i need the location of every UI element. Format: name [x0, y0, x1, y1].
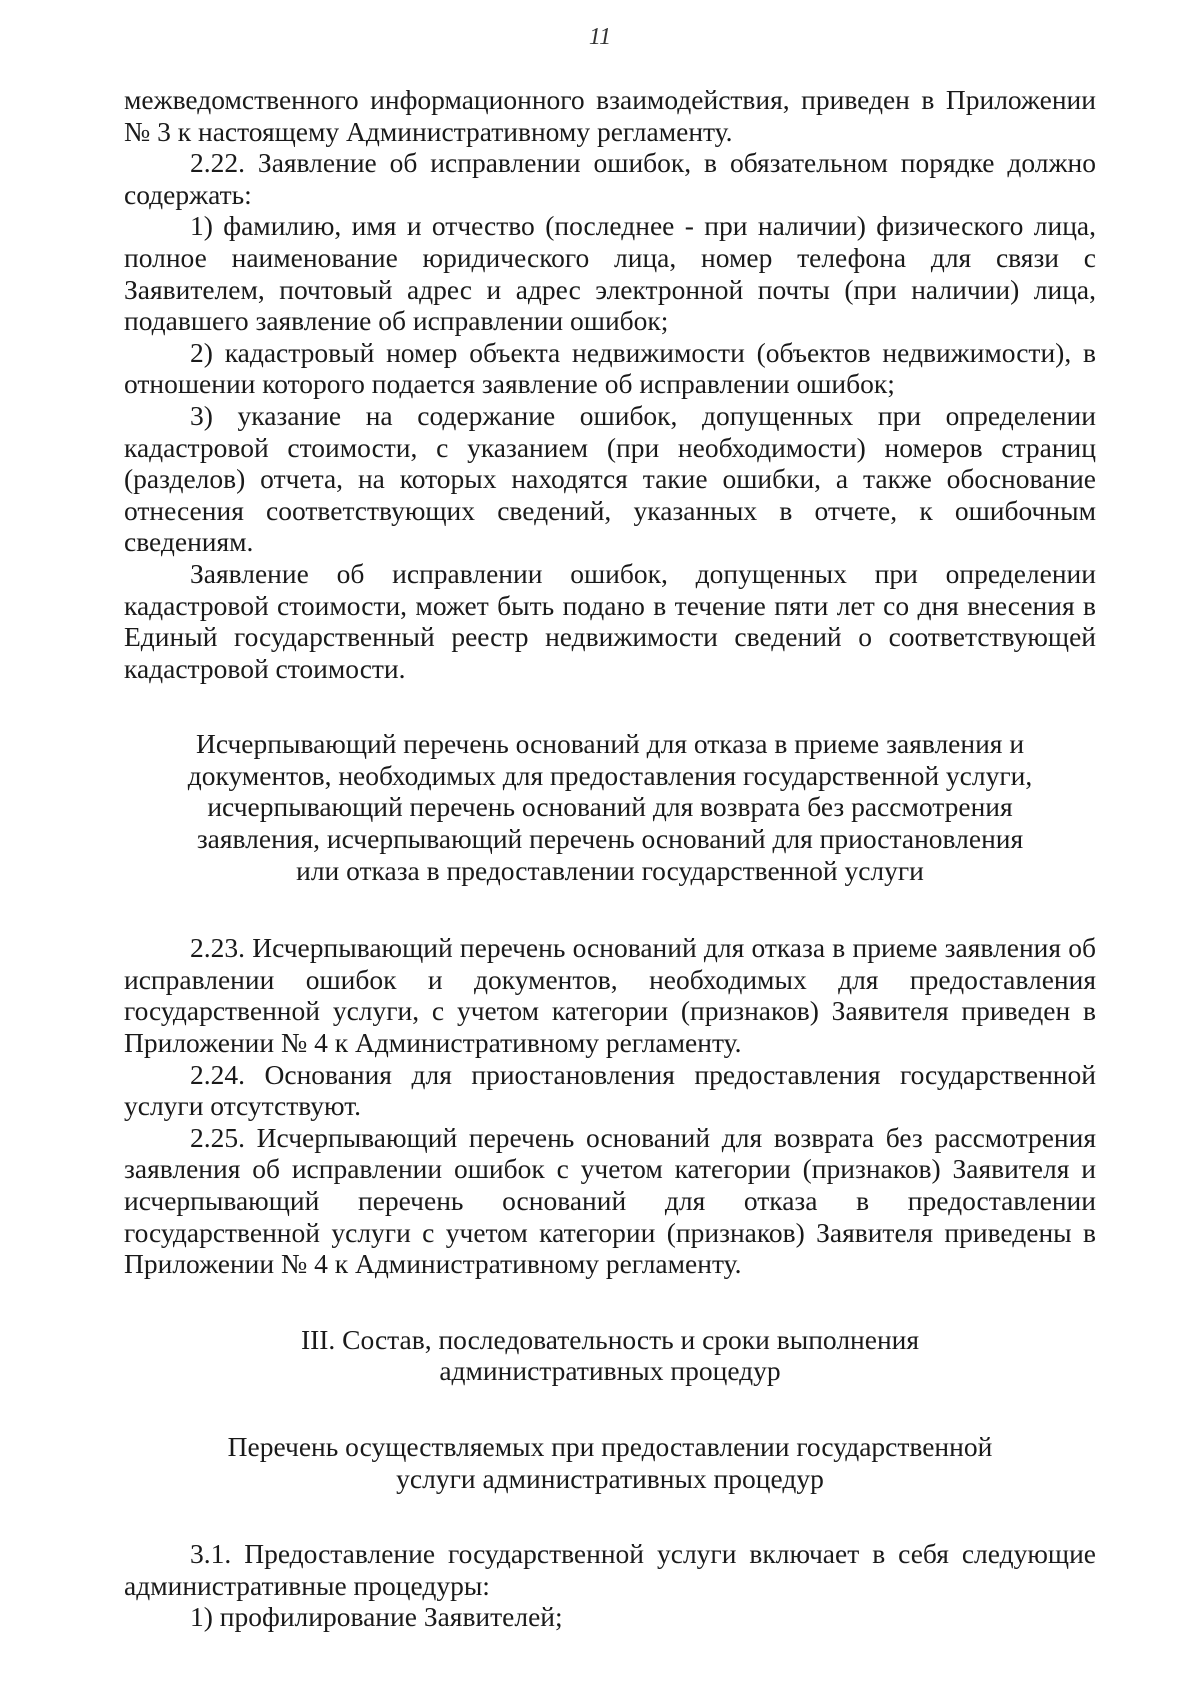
- paragraph-2-24: 2.24. Основания для приостановления предоставления государственной услуги отсутствуют.: [124, 1058, 1096, 1122]
- page-number: 11: [588, 24, 612, 50]
- paragraph-2-25: 2.25. Исчерпывающий перечень оснований для возврата без рассмотрения заявления об исправлении ошибок с учетом категории (признаков) Заявителя и исчерпывающий перечень оснований для отказа в предоставлении государственной услуги с учетом категории (признаков) Заявителя приведены в Приложении № 4 к Административному регламенту.: [124, 1121, 1096, 1280]
- heading-line: или отказа в предоставлении государственной услуги: [296, 854, 924, 886]
- paragraph-continuation: межведомственного информационного взаимодействия, приведен в Приложении № 3 к настоящему Административному регламенту.: [124, 84, 1096, 147]
- heading-line: услуги административных процедур: [396, 1462, 824, 1494]
- document-body: [124, 84, 1096, 1633]
- section-heading-procedures-list: [124, 1431, 1096, 1494]
- paragraph-2-22: 2.22. Заявление об исправлении ошибок, в обязательном порядке должно содержать:: [124, 147, 1096, 210]
- heading-line: заявления, исчерпывающий перечень оснований для приостановления: [196, 823, 1024, 855]
- list-item-1: 1) фамилию, имя и отчество (последнее - при наличии) физического лица, полное наименование юридического лица, номер телефона для связи с Заявителем, почтовый адрес и адрес электронной почты (при наличии) лица, подавшего заявление об исправлении ошибок;: [124, 210, 1096, 337]
- chapter-heading-3: [124, 1324, 1096, 1387]
- section-heading-refusal-grounds: [124, 728, 1096, 886]
- paragraph-2-23: 2.23. Исчерпывающий перечень оснований для отказа в приеме заявления об исправлении ошибок и документов, необходимых для предоставления государственной услуги, с учетом категории (признаков) Заявителя приведен в Приложении № 4 к Административному регламенту.: [124, 932, 1096, 1059]
- heading-line: Исчерпывающий перечень оснований для отказа в приеме заявления и: [195, 728, 1025, 760]
- paragraph-3-1: 3.1. Предоставление государственной услуги включает в себя следующие административные процедуры:: [124, 1538, 1096, 1601]
- heading-line: III. Состав, последовательность и сроки выполнения: [300, 1323, 920, 1355]
- heading-line: исчерпывающий перечень оснований для возврата без рассмотрения: [207, 791, 1013, 823]
- heading-line: документов, необходимых для предоставления государственной услуги,: [187, 759, 1033, 791]
- heading-line: Перечень осуществляемых при предоставлении государственной: [227, 1430, 993, 1462]
- list-item-2: 2) кадастровый номер объекта недвижимости (объектов недвижимости), в отношении которого подается заявление об исправлении ошибок;: [124, 336, 1096, 400]
- heading-line: административных процедур: [439, 1355, 781, 1387]
- list-item-3: 3) указание на содержание ошибок, допущенных при определении кадастровой стоимости, с указанием (при необходимости) номеров страниц (разделов) отчета, на которых находятся такие ошибки, а также обоснование отнесения соответствующих сведений, указанных в отчете, к ошибочным сведениям.: [124, 399, 1096, 558]
- paragraph-statement-deadline: Заявление об исправлении ошибок, допущенных при определении кадастровой стоимости, может быть подано в течение пяти лет со дня внесения в Единый государственный реестр недвижимости сведений о соответствующей кадастровой стоимости.: [124, 557, 1096, 684]
- list-item-profiling: 1) профилирование Заявителей;: [190, 1601, 563, 1633]
